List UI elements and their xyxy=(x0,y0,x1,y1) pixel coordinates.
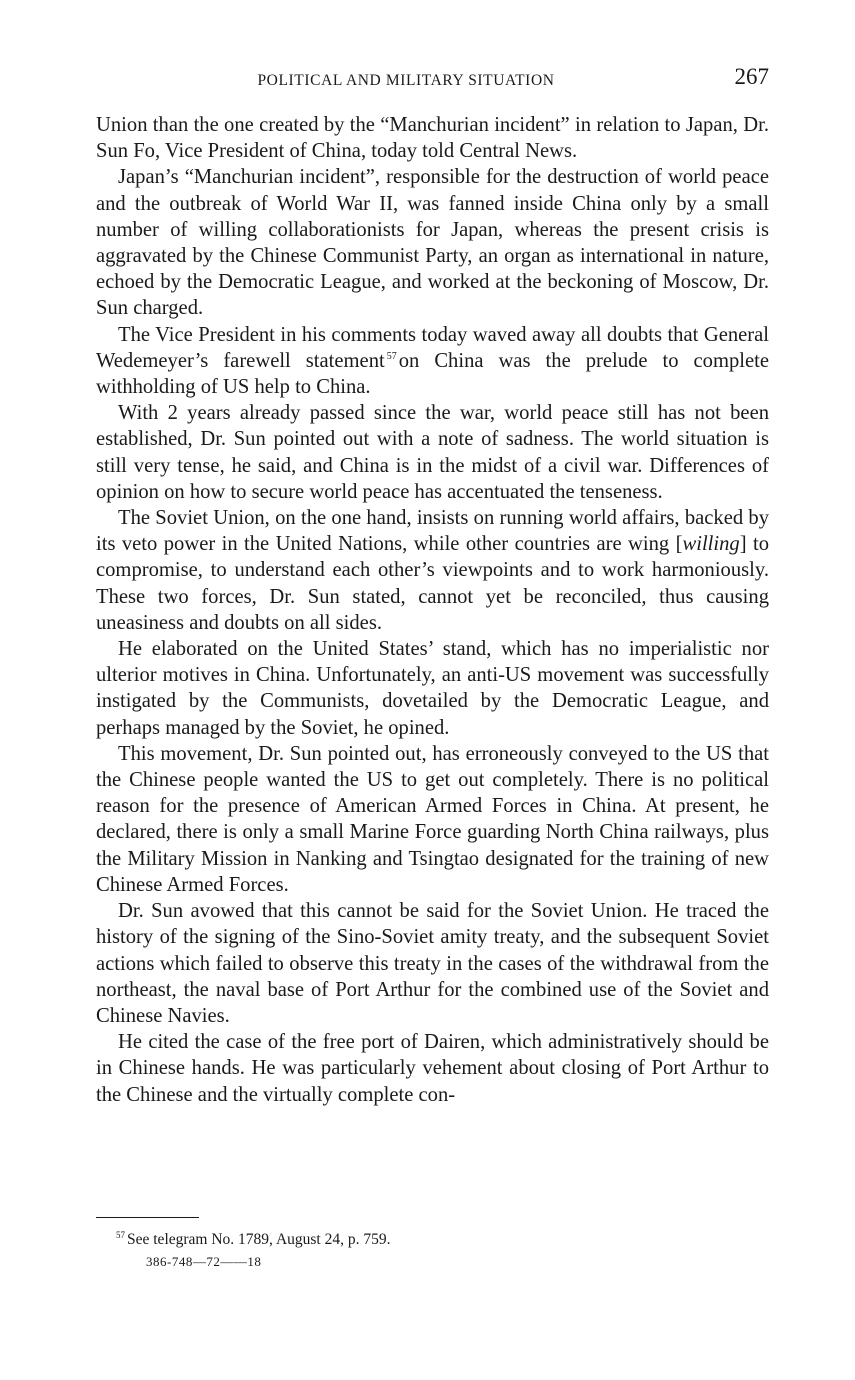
paragraph-text: The Soviet Union, on the one hand, insists on running world affairs, backed by its veto power in the United Nations, while other countries are wing [ xyxy=(96,507,769,556)
footnote-reference: 57 xyxy=(386,350,397,362)
print-code: 386-748—72——18 xyxy=(146,1254,262,1269)
paragraph-4 xyxy=(96,400,769,505)
paragraph-text: He elaborated on the United States’ stand, which has no imperialistic nor ulterior motives in China. Unfortunately, an anti-US movement was successfully instigated by the Communists, dovetailed by the Democratic League, and perhaps managed by the Soviet, he opined. xyxy=(96,638,769,739)
page-number: 267 xyxy=(734,64,769,89)
paragraph-8 xyxy=(96,898,769,1029)
running-header xyxy=(96,62,769,98)
paragraph-9 xyxy=(96,1029,769,1108)
paragraph-text: on China was the prelude to complete withholding of US help to China. xyxy=(96,349,769,399)
editorial-insertion: willing xyxy=(682,533,740,556)
running-title: POLITICAL AND MILITARY SITUATION xyxy=(257,72,555,89)
footnote xyxy=(116,1230,756,1250)
paragraph-text: Union than the one created by the “Manchurian incident” in relation to Japan, Dr. Sun Fo, Vice President of China, today told Central News. xyxy=(96,114,769,163)
paragraph-text: This movement, Dr. Sun pointed out, has erroneously conveyed to the US that the Chinese people wanted the US to get out completely. There is no political reason for the presence of American Armed Forces in China. At present, he declared, there is only a small Marine Force guarding North China railways, plus the Military Mission in Nanking and Tsingtao designated for the training of new Chinese Armed Forces. xyxy=(96,742,769,896)
footnote-marker: 57 xyxy=(116,1229,125,1240)
body-text xyxy=(96,112,769,1108)
paragraph-text: ] to compromise, to understand each other’s viewpoints and to work harmoniously. These two forces, Dr. Sun stated, cannot yet be reconciled, thus causing uneasiness and doubts on all sides. xyxy=(96,533,769,634)
paragraph-2 xyxy=(96,164,769,321)
paragraph-text: Japan’s “Manchurian incident”, responsible for the destruction of world peace and the outbreak of World War II, was fanned inside China only by a small number of willing collaborationists for Japan, whereas the present crisis is aggravated by the Chinese Communist Party, an organ as international in nature, echoed by the Democratic League, and worked at the beckoning of Moscow, Dr. Sun charged. xyxy=(96,166,769,320)
paragraph-5 xyxy=(96,505,769,636)
paragraph-7 xyxy=(96,741,769,898)
paragraph-text: He cited the case of the free port of Dairen, which administratively should be in Chinese hands. He was particularly vehement about closing of Port Arthur to the Chinese and the virtually complete con- xyxy=(96,1031,769,1106)
paragraph-text: Dr. Sun avowed that this cannot be said for the Soviet Union. He traced the history of the signing of the Sino-Soviet amity treaty, and the subsequent Soviet actions which failed to observe this treaty in the cases of the withdrawal from the northeast, the naval base of Port Arthur for the combined use of the Soviet and Chinese Navies. xyxy=(96,900,769,1027)
paragraph-text: With 2 years already passed since the war, world peace still has not been established, Dr. Sun pointed out with a note of sadness. The world situation is still very tense, he said, and China is in the midst of a civil war. Differences of opinion on how to secure world peace has accentuated the tenseness. xyxy=(96,402,769,503)
footnote-divider xyxy=(96,1217,199,1218)
paragraph-text: The Vice President in his comments today waved away all doubts that General Wedemeyer’s farewell statement xyxy=(96,323,769,372)
paragraph-6 xyxy=(96,636,769,741)
paragraph-3 xyxy=(96,322,769,401)
footnote-text: See telegram No. 1789, August 24, p. 759. xyxy=(127,1231,391,1248)
paragraph-1 xyxy=(96,112,769,164)
